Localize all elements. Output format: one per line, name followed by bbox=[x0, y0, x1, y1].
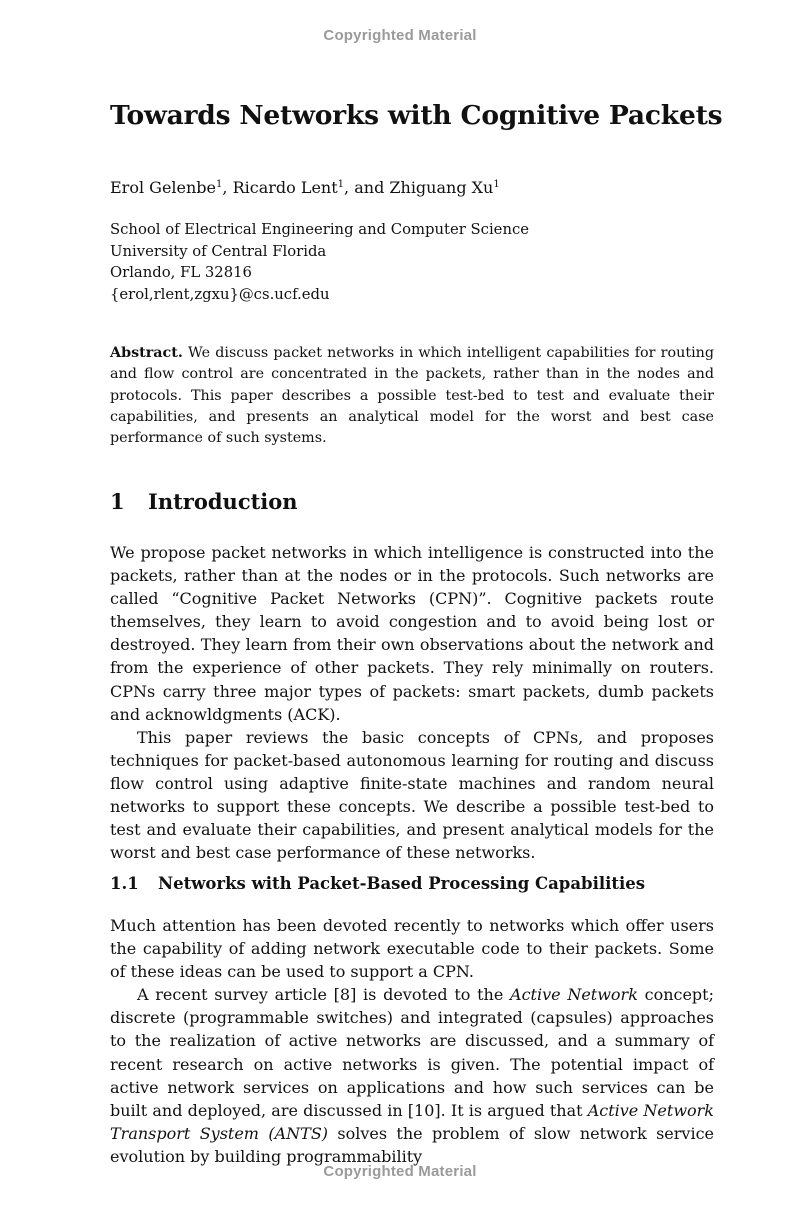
watermark-top: Copyrighted Material bbox=[323, 27, 477, 44]
affiliation-email: {erol,rlent,zgxu}@cs.ucf.edu bbox=[110, 285, 330, 303]
author-separator: , and bbox=[344, 178, 390, 197]
affiliation-university: University of Central Florida bbox=[110, 242, 327, 260]
paragraph: We propose packet networks in which intelligence is constructed into the packets, rather than at the nodes or in the protocols. Such networks are called “Cognitive Packet Networks (CPN)”. Cognitive packets route themselves, they learn to avoid congestion and to avoid being lost or destroyed. They learn from their own observations about the network and from the experience of other packets. They rely minimally on routers. CPNs carry three major types of packets: smart packets, dumb packets and acknowldgments (ACK). bbox=[110, 543, 714, 724]
introduction-body bbox=[110, 541, 714, 864]
text-run: concept; discrete (programmable switches) and integrated (capsules) approaches to the realization of active networks are discussed, and a summary of recent research on active networks is given. The potential impact of active network services on applications and how such services can be built and deployed, are discussed in [10]. It is argued that bbox=[110, 985, 714, 1120]
watermark-bottom: Copyrighted Material bbox=[323, 1163, 477, 1180]
author-affil-mark: 1 bbox=[337, 179, 345, 190]
author-name: Zhiguang Xu bbox=[389, 178, 494, 197]
subsection-body bbox=[110, 914, 714, 1166]
author-name: Erol Gelenbe bbox=[110, 178, 217, 197]
section-title: Introduction bbox=[148, 489, 298, 514]
abstract-label: Abstract. bbox=[110, 345, 183, 361]
subsection-heading bbox=[110, 874, 645, 893]
subsection-title: Networks with Packet-Based Processing Capabilities bbox=[158, 874, 646, 893]
paragraph: Much attention has been devoted recently to networks which offer users the capability of adding network executable code to their packets. Some of these ideas can be used to support a CPN. bbox=[110, 916, 714, 982]
emphasis-active-network: Active Network bbox=[510, 985, 638, 1005]
text-run: A recent survey article [8] is devoted to the bbox=[137, 985, 511, 1005]
section-heading bbox=[110, 489, 298, 514]
affiliation-city: Orlando, FL 32816 bbox=[110, 264, 252, 281]
author-affil-mark: 1 bbox=[216, 179, 223, 190]
paragraph: This paper reviews the basic concepts of CPNs, and proposes techniques for packet-based autonomous learning for routing and discuss flow control using adaptive finite-state machines and random neural networks to support these concepts. We describe a possible test-bed to test and evaluate their capabilities, and present analytical models for the worst and best case performance of these networks. bbox=[110, 727, 714, 863]
text-run: solves the problem of slow network service evolution by building programmability bbox=[110, 1123, 714, 1166]
section-number: 1 bbox=[110, 489, 125, 514]
affiliation-block bbox=[110, 219, 529, 305]
author-list bbox=[110, 178, 500, 197]
paragraph bbox=[110, 983, 714, 1168]
author-affil-mark: 1 bbox=[493, 179, 500, 190]
emphasis-ants: Active Network Transport System (ANTS) bbox=[110, 1100, 714, 1143]
abstract-text: We discuss packet networks in which intelligent capabilities for routing and flow control are concentrated in the packets, rather than in the nodes and protocols. This paper describes a possible test-bed to test and evaluate their capabilities, and presents an analytical model for the worst and best case performance of such systems. bbox=[110, 345, 715, 447]
author-name: Ricardo Lent bbox=[232, 178, 338, 197]
paper-title: Towards Networks with Cognitive Packets bbox=[110, 100, 723, 131]
affiliation-school: School of Electrical Engineering and Computer Science bbox=[110, 221, 530, 238]
subsection-number: 1.1 bbox=[110, 874, 139, 893]
author-separator: , bbox=[222, 178, 233, 197]
abstract bbox=[110, 343, 714, 449]
